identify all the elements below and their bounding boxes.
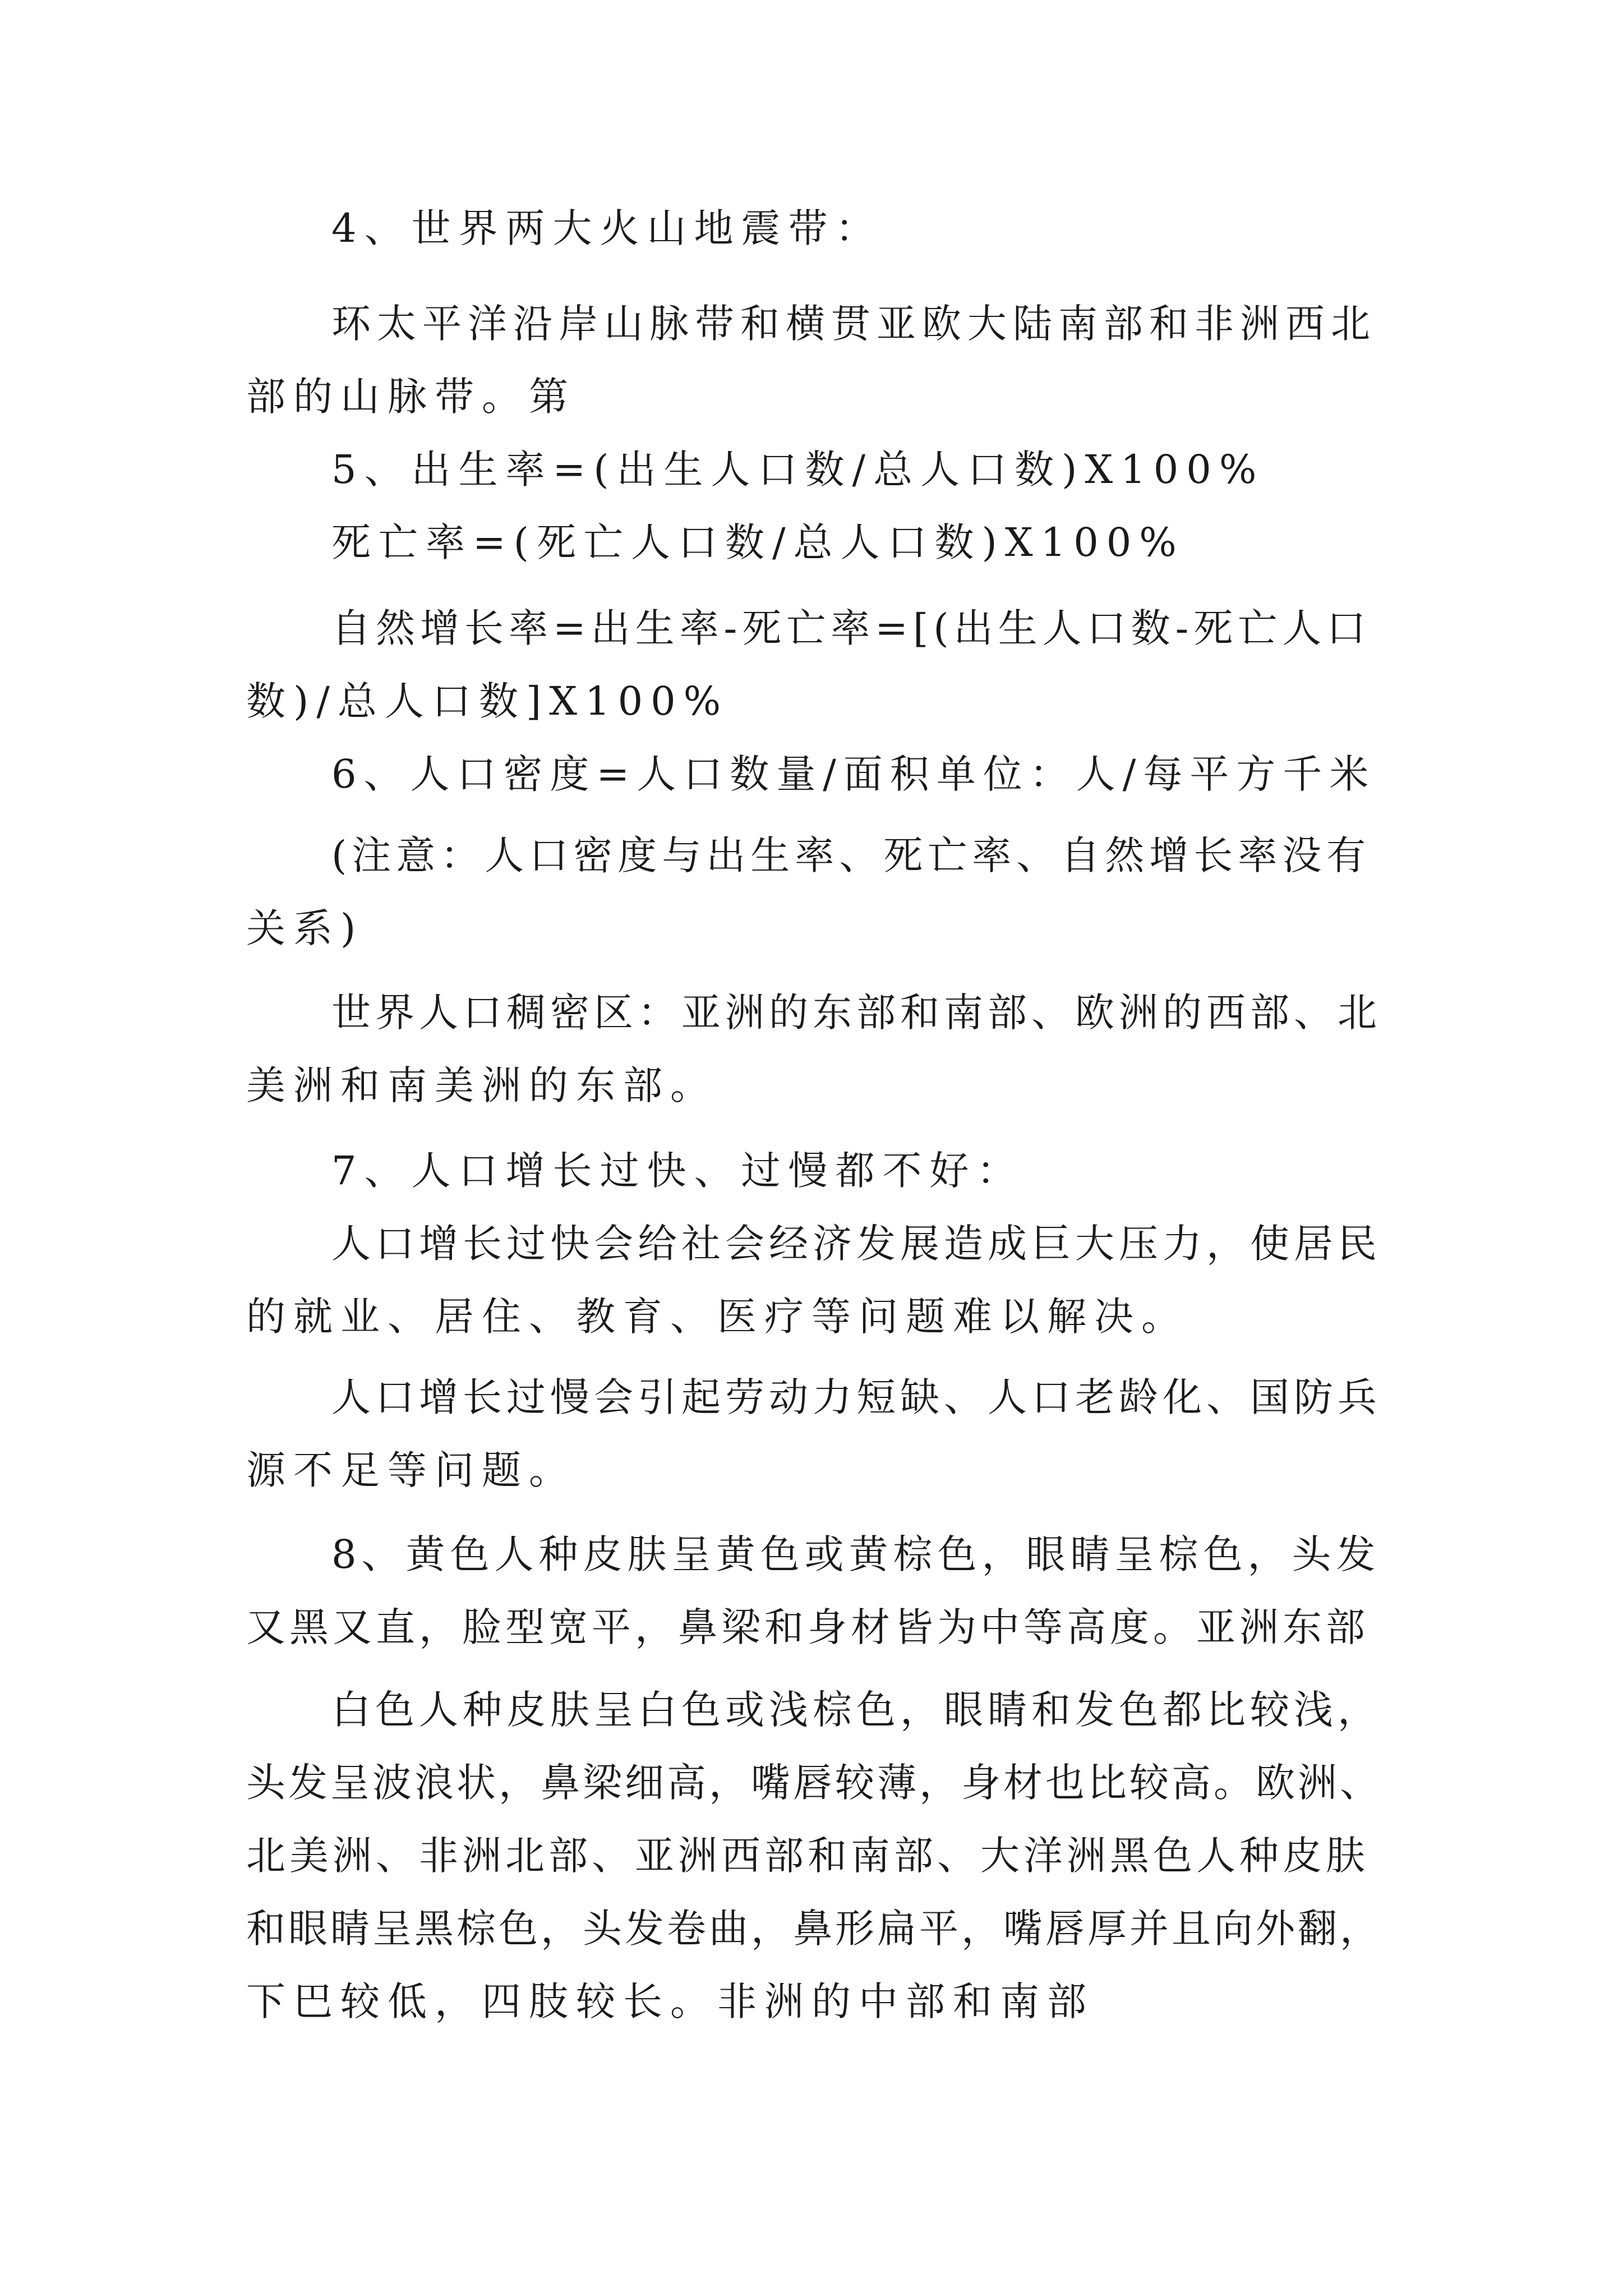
text-line: 白色人种皮肤呈白色或浅棕色，眼睛和发色都比较浅，: [331, 1687, 1381, 1733]
text-line: 环太平洋沿岸山脉带和横贯亚欧大陆南部和非洲西北: [331, 301, 1376, 347]
text-line: 和眼睛呈黑棕色，头发卷曲，鼻形扁平，嘴唇厚并且向外翻，: [246, 1906, 1382, 1952]
text-line: 头发呈波浪状，鼻梁细高，嘴唇较薄，身材也比较高。欧洲、: [246, 1760, 1382, 1806]
text-line: 的就业、居住、教育、医疗等问题难以解决。: [246, 1294, 1188, 1340]
text-line: 美洲和南美洲的东部。: [246, 1062, 717, 1108]
text-line: 7、人口增长过快、过慢都不好：: [331, 1148, 1024, 1194]
text-line: 人口增长过快会给社会经济发展造成巨大压力，使居民: [331, 1221, 1381, 1267]
text-line: 下巴较低，四肢较长。非洲的中部和南部: [246, 1978, 1094, 2024]
text-line: 源不足等问题。: [246, 1447, 576, 1493]
text-line: 6、人口密度=人口数量/面积单位：人/每平方千米: [331, 751, 1376, 797]
text-line: 死亡率=(死亡人口数/总人口数)X100%: [331, 519, 1184, 565]
text-line: 关系): [246, 905, 364, 951]
text-line: 世界人口稠密区：亚洲的东部和南部、欧洲的西部、北: [331, 990, 1381, 1036]
text-line: 又黑又直，脸型宽平，鼻梁和身材皆为中等高度。亚洲东部: [246, 1604, 1369, 1650]
text-line: 北美洲、非洲北部、亚洲西部和南部、大洋洲黑色人种皮肤: [246, 1833, 1369, 1879]
text-line: 8、黄色人种皮肤呈黄色或黄棕色，眼睛呈棕色，头发: [331, 1531, 1381, 1577]
text-line: 部的山脉带。第: [246, 374, 576, 420]
text-line: 数)/总人口数]X100%: [246, 678, 729, 724]
text-line: 4、世界两大火山地震带：: [331, 205, 883, 251]
text-line: 人口增长过慢会引起劳动力短缺、人口老龄化、国防兵: [331, 1374, 1381, 1420]
text-line: 自然增长率=出生率-死亡率=[(出生人口数-死亡人口: [331, 605, 1371, 651]
text-line: (注意：人口密度与出生率、死亡率、自然增长率没有: [331, 832, 1371, 878]
text-line: 5、出生率=(出生人口数/总人口数)X100%: [331, 447, 1265, 493]
